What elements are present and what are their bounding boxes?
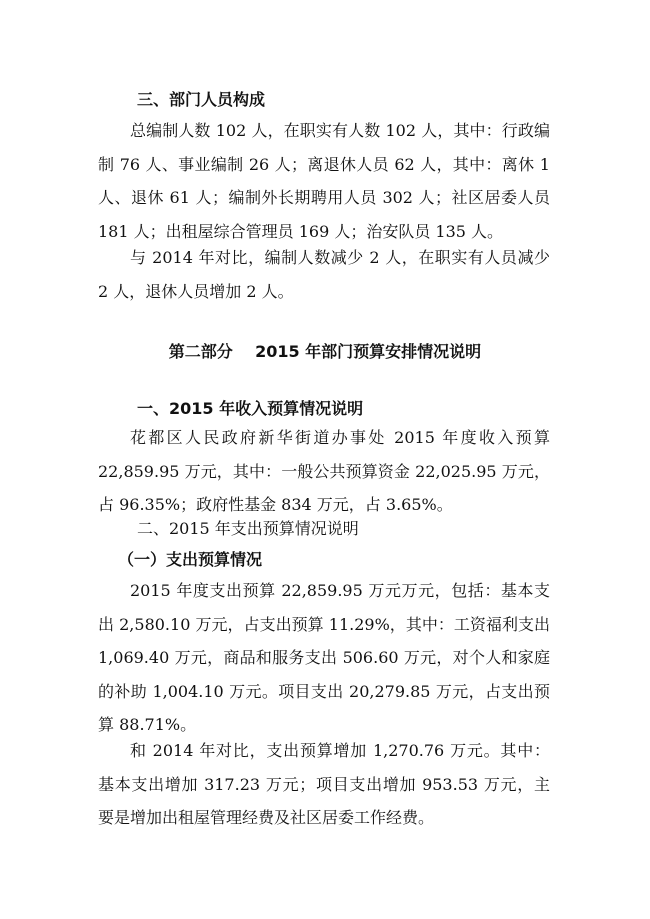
paragraph-income-budget: 花都区人民政府新华街道办事处 2015 年度收入预算 22,859.95 万元，其中：一般公共预算资金 22,025.95 万元，占 96.35%；政府性基金 834 万元，占 3.65%。: [98, 428, 550, 515]
paragraph-staff-counts: 总编制人数 102 人，在职实有人数 102 人，其中：行政编制 76 人、事业编制 26 人；离退休人员 62 人，其中：离休 1 人、退休 61 人；编制外长期聘用人员 302 人；社区居委人员 181 人；出租屋综合管理员 169 人；治安队员 135 人。: [98, 121, 550, 241]
part-two-title: 第二部分 2015 年部门预算安排情况说明: [168, 342, 482, 361]
section-heading-income-budget: 一、2015 年收入预算情况说明: [137, 399, 364, 418]
section-heading-staff-composition: 三、部门人员构成: [137, 90, 266, 109]
paragraph-expense-breakdown: 2015 年度支出预算 22,859.95 万元万元，包括：基本支出 2,580.10 万元，占支出预算 11.29%，其中：工资福利支出 1,069.40 万元，商品和服务支出 506.60 万元，对个人和家庭的补助 1,004.10 万元。项目支出 20,279.85 万元，占支出预算 88.71%。: [98, 581, 550, 735]
section-heading-expense-budget: 二、2015 年支出预算情况说明: [137, 519, 359, 538]
subheading-expense-overview: （一）支出预算情况: [118, 550, 263, 569]
paragraph-staff-comparison: 与 2014 年对比，编制人数减少 2 人，在职实有人员减少 2 人，退休人员增加 2 人。: [98, 248, 550, 301]
paragraph-expense-comparison: 和 2014 年对比，支出预算增加 1,270.76 万元。其中：基本支出增加 317.23 万元；项目支出增加 953.53 万元，主要是增加出租屋管理经费及社区居委工作经费。: [98, 741, 550, 828]
